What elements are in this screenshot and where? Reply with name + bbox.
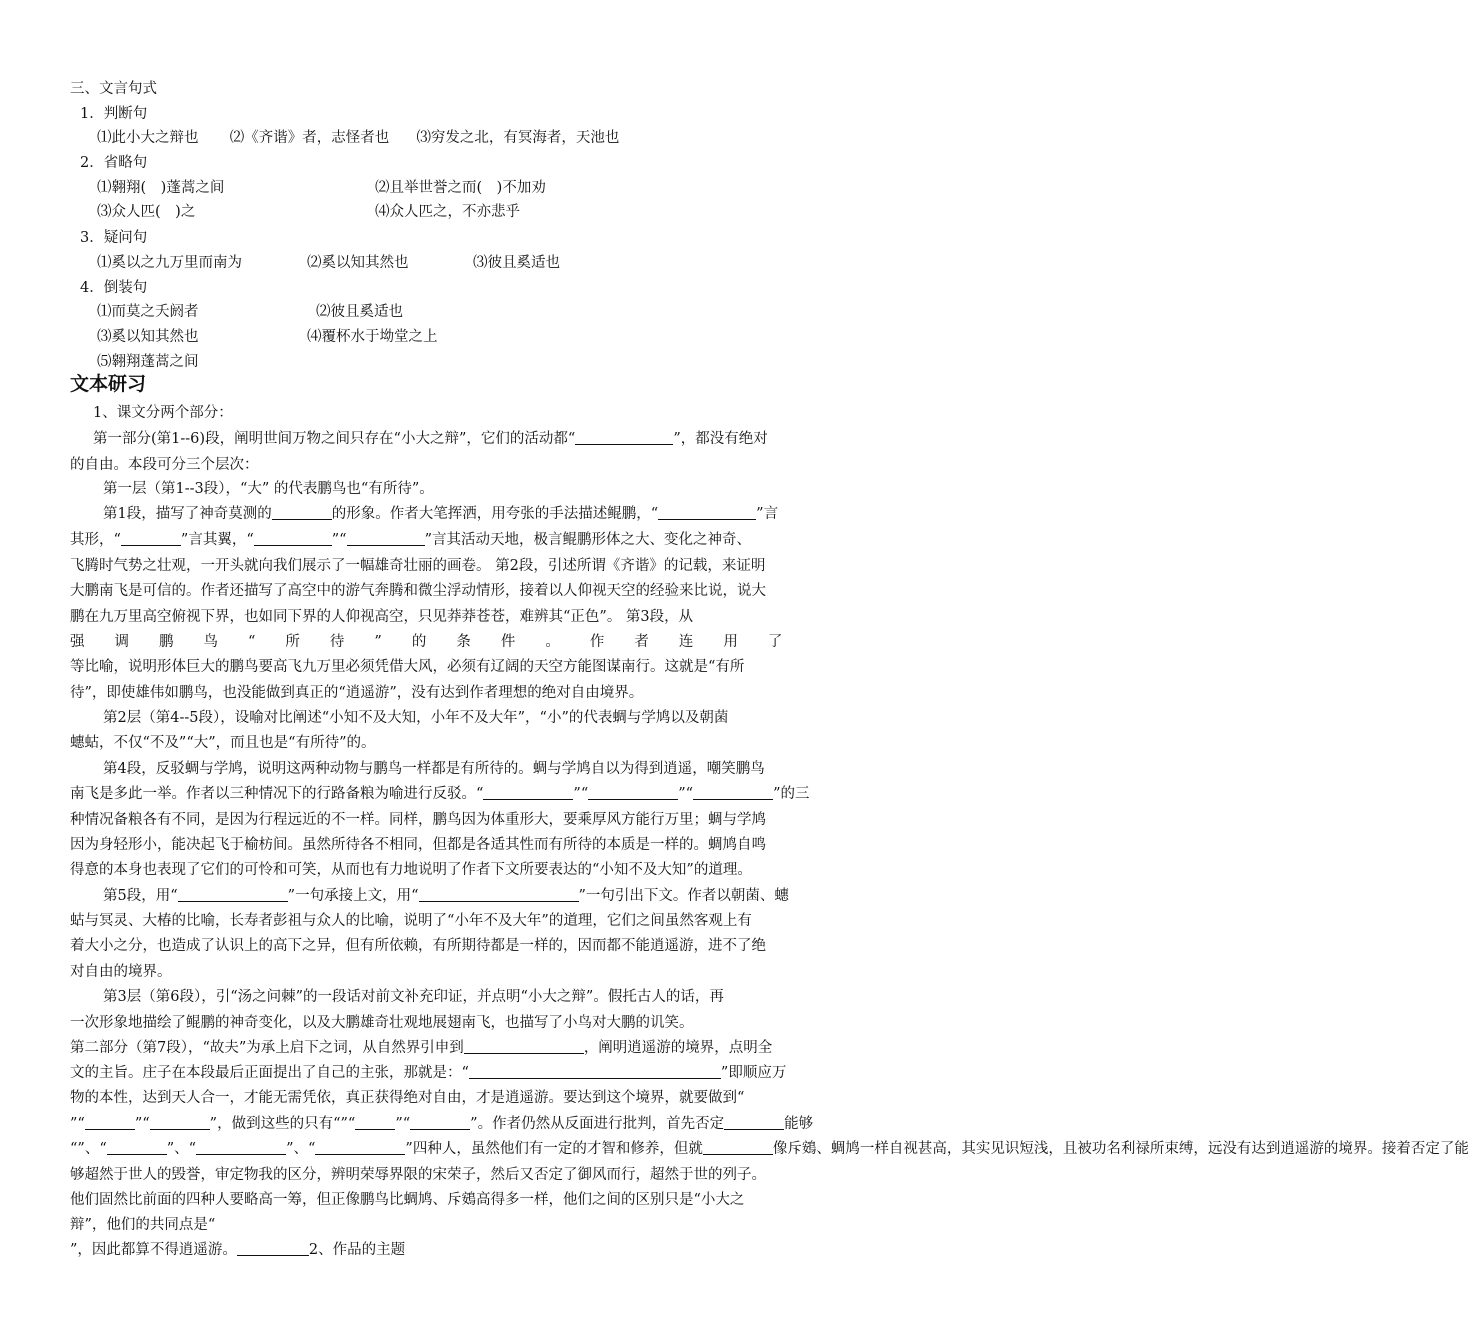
judge-item-2: ⑵《齐谐》者，志怪者也 bbox=[229, 130, 390, 146]
para1-line2: 其形，“ ”言其翼，“ ”“ ”言其活动天地，极言鲲鹏形体之大、变化之神奇、 bbox=[70, 532, 752, 548]
blank[interactable] bbox=[483, 784, 573, 800]
blank[interactable] bbox=[724, 1114, 784, 1130]
blank[interactable] bbox=[85, 1114, 135, 1130]
para1-line1: 第1段，描写了神奇莫测的 的形象。作者大笔挥洒，用夸张的手法描述鲲鹏，“ ”言 bbox=[103, 506, 779, 522]
para1-line3: 飞腾时气势之壮观，一开头就向我们展示了一幅雄奇壮丽的画卷。 第2段，引述所谓《齐谐》的记载，来证明 bbox=[70, 558, 766, 574]
para-intro: 1、课文分两个部分： bbox=[93, 405, 233, 421]
blank[interactable] bbox=[178, 886, 288, 902]
para4-line1: 第4段，反驳蜩与学鸠，说明这两种动物与鹏鸟一样都是有所待的。蜩与学鸠自以为得到逍遥，嘲笑鹏鸟 bbox=[103, 761, 765, 777]
blank[interactable] bbox=[347, 530, 425, 546]
layer1-title: 第一层（第1--3段），“大” 的代表鹏鸟也“有所待”。 bbox=[103, 481, 434, 497]
layer3-line1: 第3层（第6段），引“汤之问棘”的一段话对前文补充印证，并点明“小大之辩”。假托古人的话，再 bbox=[103, 989, 724, 1005]
para4-line5: 得意的本身也表现了它们的可怜和可笑，从而也有力地说明了作者下文所要表达的“小知不及大知”的道理。 bbox=[70, 862, 752, 878]
para-part1-line2: 的自由。本段可分三个层次： bbox=[70, 457, 259, 473]
layer2-title: 第2层（第4--5段），设喻对比阐述“小知不及大知，小年不及大年”，“小”的代表蜩与学鸠以及朝菌 bbox=[103, 710, 729, 726]
para1-line6: 强调鹏鸟“所待”的条件。作者连用了 bbox=[70, 634, 813, 650]
para1-line8: 待”，即使雄伟如鹏鸟，也没能做到真正的“逍遥游”，没有达到作者理想的绝对自由境界。 bbox=[70, 685, 644, 701]
blank[interactable] bbox=[703, 1139, 773, 1155]
blank[interactable] bbox=[150, 1114, 210, 1130]
layer2-line2: 蟪蛄，不仅“不及”“大”，而且也是“有所待”的。 bbox=[70, 735, 376, 751]
invert-item-5: ⑸翱翔蓬蒿之间 bbox=[97, 354, 199, 370]
part2-line3: 物的本性，达到天人合一，才能无需凭依，真正获得绝对自由，才是逍遥游。要达到这个境界，就要做到“ bbox=[70, 1090, 745, 1106]
blank[interactable] bbox=[658, 504, 756, 520]
section-title: 三、文言句式 bbox=[70, 81, 157, 97]
para5-line2: 蛄与冥灵、大椿的比喻，长寿者彭祖与众人的比喻，说明了“小年不及大年”的道理，它们之间虽然客观上有 bbox=[70, 913, 752, 929]
para1-line5: 鹏在九万里高空俯视下界，也如同下界的人仰视高空，只见莽莽苍苍，难辨其“正色”。 第3段，从 bbox=[70, 609, 694, 625]
para5-line3: 着大小之分，也造成了认识上的高下之异，但有所依赖，有所期待都是一样的，因而都不能逍遥游，进不了绝 bbox=[70, 938, 766, 954]
invert-item-4: ⑷覆杯水于坳堂之上 bbox=[307, 329, 438, 345]
part2-line1: 第二部分（第7段），“故夫”为承上启下之词，从自然界引申到 ，阐明逍遥游的境界，点明全 bbox=[70, 1040, 773, 1056]
part2-line5: “”、“ ”、“ ”、“ ”四种人，虽然他们有一定的才智和修养，但就 像斥鴳、蜩鸠一样自视甚高，其实见识短浅，且被功名利禄所束缚，远没有达到逍遥游的境界。接着否定了能 bbox=[70, 1141, 1469, 1157]
subsection-title-question: 3．疑问句 bbox=[80, 230, 148, 246]
part2-line6: 够超然于世人的毁誉，审定物我的区分，辨明荣辱界限的宋荣子，然后又否定了御风而行，超然于世的列子。 bbox=[70, 1167, 766, 1183]
para1-line7: 等比喻，说明形体巨大的鹏鸟要高飞九万里必须凭借大风，必须有辽阔的天空方能图谋南行。这就是“有所 bbox=[70, 659, 745, 675]
layer3-line2: 一次形象地描绘了鲲鹏的神奇变化，以及大鹏雄奇壮观地展翅南飞，也描写了小鸟对大鹏的讥笑。 bbox=[70, 1015, 694, 1031]
subsection-title-invert: 4．倒装句 bbox=[80, 280, 148, 296]
subsection-title-judge: 1．判断句 bbox=[80, 106, 148, 122]
omit-item-4: ⑷众人匹之，不亦悲乎 bbox=[375, 204, 520, 220]
judge-item-1: ⑴此小大之辩也 bbox=[97, 130, 199, 146]
para4-line4: 因为身轻形小，能决起飞于榆枋间。虽然所待各不相同，但都是各适其性而有所待的本质是一样的。蜩鸠自鸣 bbox=[70, 837, 766, 853]
blank[interactable] bbox=[588, 784, 678, 800]
invert-item-3: ⑶奚以知其然也 bbox=[97, 329, 199, 345]
omit-item-1: ⑴翱翔( )蓬蒿之间 bbox=[97, 180, 225, 196]
part2-line8: 辩”，他们的共同点是“ bbox=[70, 1217, 216, 1233]
blank[interactable] bbox=[355, 1114, 395, 1130]
blank[interactable] bbox=[469, 1063, 721, 1079]
part2-line2: 文的主旨。庄子在本段最后正面提出了自己的主张，那就是：“ ”即顺应万 bbox=[70, 1065, 787, 1081]
blank[interactable] bbox=[575, 429, 673, 445]
part2-line9: ”，因此都算不得逍遥游。 2、作品的主题 bbox=[70, 1242, 406, 1258]
blank[interactable] bbox=[419, 886, 579, 902]
blank[interactable] bbox=[107, 1139, 167, 1155]
blank[interactable] bbox=[464, 1038, 584, 1054]
part2-line7: 他们固然比前面的四种人要略高一筹，但正像鹏鸟比蜩鸠、斥鴳高得多一样，他们之间的区别只是“小大之 bbox=[70, 1192, 745, 1208]
blank[interactable] bbox=[410, 1114, 470, 1130]
blank[interactable] bbox=[237, 1240, 309, 1256]
judge-items bbox=[97, 128, 909, 148]
invert-item-2: ⑵彼且奚适也 bbox=[316, 304, 403, 320]
question-item-2: ⑵奚以知其然也 bbox=[307, 255, 409, 271]
question-item-1: ⑴奚以之九万里而南为 bbox=[97, 255, 242, 271]
blank[interactable] bbox=[254, 530, 332, 546]
subsection-title-omit: 2．省略句 bbox=[80, 155, 148, 171]
blank[interactable] bbox=[693, 784, 773, 800]
para5-line4: 对自由的境界。 bbox=[70, 964, 172, 980]
para4-line3: 种情况备粮各有不同，是因为行程远近的不一样。同样，鹏鸟因为体重形大，要乘厚风方能行万里；蜩与学鸠 bbox=[70, 812, 766, 828]
blank[interactable] bbox=[121, 530, 181, 546]
para5-line1: 第5段，用“ ”一句承接上文，用“ ”一句引出下文。作者以朝菌、蟪 bbox=[103, 888, 789, 904]
question-item-3: ⑶彼且奚适也 bbox=[473, 255, 560, 271]
omit-item-2: ⑵且举世誉之而( )不加劝 bbox=[375, 180, 546, 196]
judge-item-3: ⑶穷发之北，有冥海者，天池也 bbox=[416, 130, 620, 146]
para1-line4: 大鹏南飞是可信的。作者还描写了高空中的游气奔腾和微尘浮动情形，接着以人仰视天空的经验来比说，说大 bbox=[70, 583, 766, 599]
omit-item-3: ⑶众人匹( )之 bbox=[97, 204, 196, 220]
blank[interactable] bbox=[272, 504, 332, 520]
blank[interactable] bbox=[315, 1139, 405, 1155]
part2-line4: ”“ ”“ ”，做到这些的只有“”“ ”“ ”。作者仍然从反面进行批判，首先否定 能够 bbox=[70, 1116, 814, 1132]
para4-line2: 南飞是多此一举。作者以三种情况下的行路备粮为喻进行反驳。“ ”“ ”“ ”的三 bbox=[70, 786, 810, 802]
blank[interactable] bbox=[196, 1139, 286, 1155]
study-heading: 文本研习 bbox=[70, 373, 147, 395]
invert-item-1: ⑴而莫之夭阏者 bbox=[97, 304, 199, 320]
para-part1-line1: 第一部分(第1--6)段，阐明世间万物之间只存在“小大之辩”，它们的活动都“ ”，都没有绝对 bbox=[93, 431, 768, 447]
